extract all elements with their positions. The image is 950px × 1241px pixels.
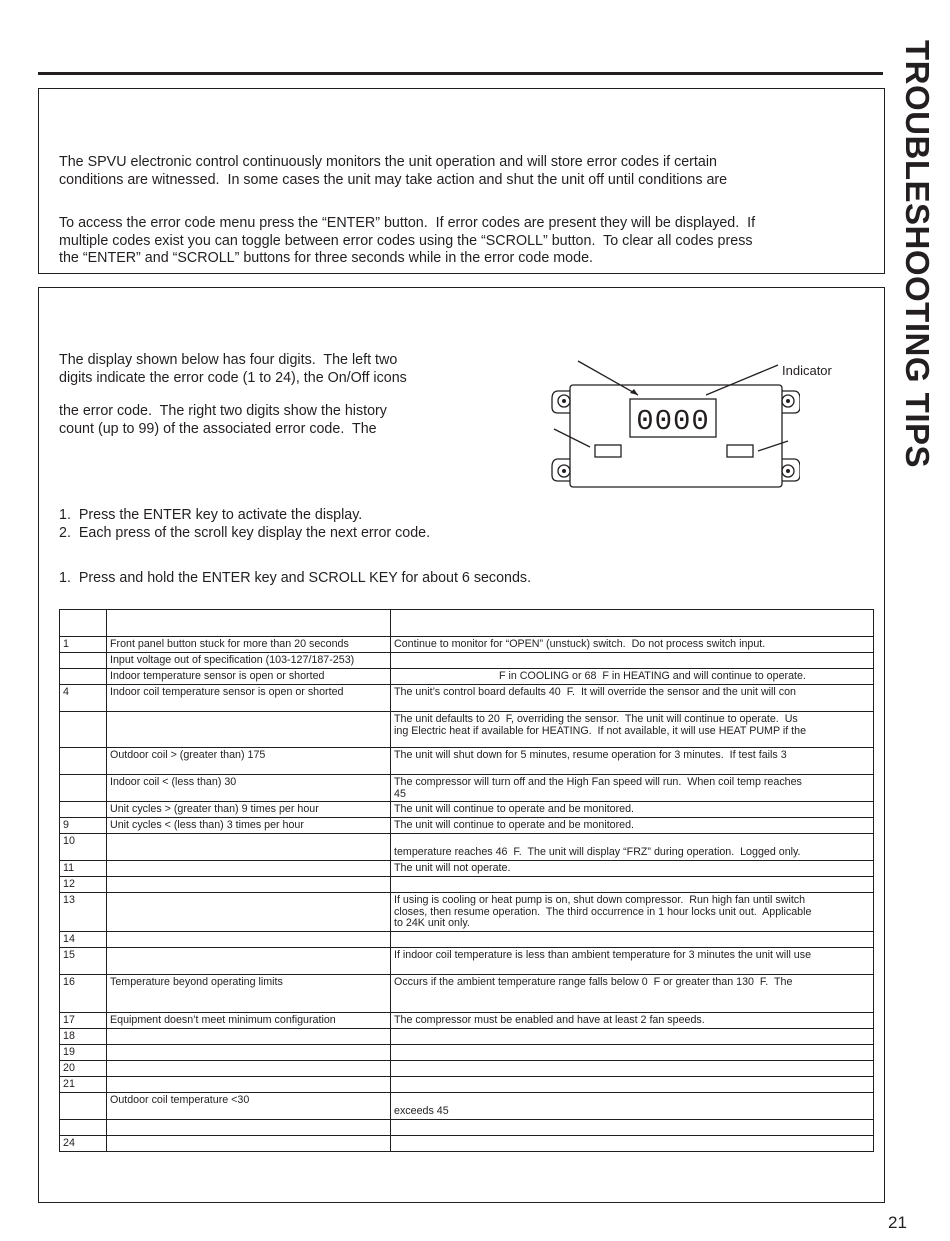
action-cell bbox=[391, 877, 874, 893]
error-code-cell bbox=[60, 1092, 107, 1119]
error-code-cell: 10 bbox=[60, 834, 107, 861]
table-row bbox=[60, 653, 874, 669]
table-row bbox=[60, 748, 874, 775]
table-row bbox=[60, 685, 874, 712]
access-paragraph: To access the error code menu press the “ENTER” button. If error codes are present they will be displayed. If multiple codes exist you can toggle between error codes using the “SCROLL” button. To clear all codes press the “ENTER” and “SCROLL” buttons for three seconds while in the error code mode. bbox=[59, 215, 756, 266]
table-row bbox=[60, 1060, 874, 1076]
condition-cell bbox=[107, 1044, 391, 1060]
action-cell: The compressor must be enabled and have at least 2 fan speeds. bbox=[391, 1012, 874, 1028]
table-row bbox=[60, 669, 874, 685]
page-number: 21 bbox=[888, 1213, 907, 1232]
table-row bbox=[60, 1119, 874, 1135]
error-code-cell: 14 bbox=[60, 931, 107, 947]
left-bottom-tab bbox=[552, 459, 570, 481]
condition-cell: Temperature beyond operating limits bbox=[107, 974, 391, 1012]
condition-cell bbox=[107, 610, 391, 637]
display-description: The display shown below has four digits. The left two digits indicate the error code (1 to 24), the On/Off icons bbox=[59, 352, 407, 386]
top-rule bbox=[38, 72, 883, 75]
condition-cell: Unit cycles > (greater than) 9 times per hour bbox=[107, 802, 391, 818]
clear-step: 1. Press and hold the ENTER key and SCROLL KEY for about 6 seconds. bbox=[59, 570, 532, 586]
table-row bbox=[60, 775, 874, 802]
condition-cell bbox=[107, 931, 391, 947]
indicator-leader bbox=[706, 365, 778, 395]
error-code-cell bbox=[60, 775, 107, 802]
condition-cell bbox=[107, 1076, 391, 1092]
action-cell bbox=[391, 1060, 874, 1076]
table-row bbox=[60, 877, 874, 893]
enter-key bbox=[595, 445, 621, 457]
view-steps: 1. Press the ENTER key to activate the display. 2. Each press of the scroll key display the next error code. bbox=[59, 507, 431, 541]
error-code-cell bbox=[60, 669, 107, 685]
error-code-cell bbox=[60, 802, 107, 818]
table-row bbox=[60, 1076, 874, 1092]
error-code-cell: 19 bbox=[60, 1044, 107, 1060]
left-top-tab bbox=[552, 391, 570, 413]
error-code-cell: 17 bbox=[60, 1012, 107, 1028]
error-code-cell: 9 bbox=[60, 818, 107, 834]
action-cell bbox=[391, 610, 874, 637]
condition-cell bbox=[107, 834, 391, 861]
table-row bbox=[60, 818, 874, 834]
condition-cell bbox=[107, 1135, 391, 1151]
action-cell: The unit will continue to operate and be monitored. bbox=[391, 818, 874, 834]
table-row bbox=[60, 834, 874, 861]
table-row bbox=[60, 1135, 874, 1151]
action-cell: If using is cooling or heat pump is on, shut down compressor. Run high fan until switch closes, then resume operation. The third occurrence in 1 hour locks unit out. Applicable to 24K unit only. bbox=[391, 893, 874, 932]
table-row bbox=[60, 1092, 874, 1119]
control-display-diagram bbox=[550, 355, 800, 495]
error-code-cell: 13 bbox=[60, 893, 107, 932]
condition-cell bbox=[107, 1060, 391, 1076]
condition-cell: Outdoor coil temperature <30 bbox=[107, 1092, 391, 1119]
condition-cell: Indoor temperature sensor is open or shorted bbox=[107, 669, 391, 685]
condition-cell bbox=[107, 1119, 391, 1135]
action-cell: The compressor will turn off and the High Fan speed will run. When coil temp reaches 45 bbox=[391, 775, 874, 802]
condition-cell bbox=[107, 712, 391, 748]
condition-cell: Equipment doesn’t meet minimum configuration bbox=[107, 1012, 391, 1028]
history-description: the error code. The right two digits show the history count (up to 99) of the associated error code. The bbox=[59, 403, 387, 437]
error-code-cell: 1 bbox=[60, 637, 107, 653]
scroll-key bbox=[727, 445, 753, 457]
table-row bbox=[60, 1028, 874, 1044]
action-cell: The unit will continue to operate and be monitored. bbox=[391, 802, 874, 818]
table-row bbox=[60, 637, 874, 653]
table-row bbox=[60, 893, 874, 932]
action-cell bbox=[391, 931, 874, 947]
intro-paragraph: The SPVU electronic control continuously monitors the unit operation and will store error codes if certain conditions are witnessed. In some cases the unit may take action and shut the unit off until conditions are bbox=[59, 154, 728, 188]
error-code-cell bbox=[60, 748, 107, 775]
action-cell: If indoor coil temperature is less than ambient temperature for 3 minutes the unit will use bbox=[391, 947, 874, 974]
condition-cell: Front panel button stuck for more than 20 seconds bbox=[107, 637, 391, 653]
error-code-table bbox=[59, 609, 874, 1152]
table-row bbox=[60, 712, 874, 748]
error-code-cell bbox=[60, 712, 107, 748]
error-code-cell: 11 bbox=[60, 861, 107, 877]
display-leader bbox=[578, 361, 638, 395]
error-code-cell: 21 bbox=[60, 1076, 107, 1092]
error-code-cell: 20 bbox=[60, 1060, 107, 1076]
table-row bbox=[60, 1044, 874, 1060]
table-row bbox=[60, 1012, 874, 1028]
action-cell bbox=[391, 1119, 874, 1135]
scroll-leader bbox=[758, 441, 788, 451]
action-cell: The unit defaults to 20 F, overriding the sensor. The unit will continue to operate. Us ing Electric heat if available for HEATING. If not available, it will use HEAT PUMP if the bbox=[391, 712, 874, 748]
condition-cell: Outdoor coil > (greater than) 175 bbox=[107, 748, 391, 775]
action-cell bbox=[391, 1076, 874, 1092]
action-cell: The unit’s control board defaults 40 F. It will override the sensor and the unit will con bbox=[391, 685, 874, 712]
action-cell: The unit will not operate. bbox=[391, 861, 874, 877]
display-digits: 0000 bbox=[636, 405, 710, 438]
error-code-cell: 16 bbox=[60, 974, 107, 1012]
action-cell bbox=[391, 653, 874, 669]
section-title: TROUBLESHOOTING TIPS bbox=[899, 40, 936, 469]
error-code-cell: 15 bbox=[60, 947, 107, 974]
action-cell: F in COOLING or 68 F in HEATING and will continue to operate. bbox=[391, 669, 874, 685]
condition-cell bbox=[107, 877, 391, 893]
condition-cell: Indoor coil < (less than) 30 bbox=[107, 775, 391, 802]
enter-leader bbox=[554, 429, 590, 447]
condition-cell: Unit cycles < (less than) 3 times per hour bbox=[107, 818, 391, 834]
condition-cell bbox=[107, 1028, 391, 1044]
right-top-tab bbox=[782, 391, 800, 413]
indicator-label: Indicator bbox=[782, 363, 832, 378]
table-row bbox=[60, 947, 874, 974]
action-cell: The unit will shut down for 5 minutes, resume operation for 3 minutes. If test fails 3 bbox=[391, 748, 874, 775]
action-cell: temperature reaches 46 F. The unit will display “FRZ” during operation. Logged only. bbox=[391, 834, 874, 861]
error-code-cell bbox=[60, 653, 107, 669]
action-cell: exceeds 45 bbox=[391, 1092, 874, 1119]
condition-cell: Input voltage out of specification (103-127/187-253) bbox=[107, 653, 391, 669]
error-code-cell bbox=[60, 610, 107, 637]
condition-cell bbox=[107, 947, 391, 974]
right-bottom-tab bbox=[782, 459, 800, 481]
error-code-cell: 12 bbox=[60, 877, 107, 893]
action-cell bbox=[391, 1028, 874, 1044]
condition-cell bbox=[107, 861, 391, 877]
action-cell: Occurs if the ambient temperature range falls below 0 F or greater than 130 F. The bbox=[391, 974, 874, 1012]
table-row bbox=[60, 802, 874, 818]
condition-cell: Indoor coil temperature sensor is open or shorted bbox=[107, 685, 391, 712]
table-row bbox=[60, 974, 874, 1012]
error-code-cell: 4 bbox=[60, 685, 107, 712]
error-code-cell: 18 bbox=[60, 1028, 107, 1044]
error-code-cell bbox=[60, 1119, 107, 1135]
action-cell: Continue to monitor for “OPEN” (unstuck) switch. Do not process switch input. bbox=[391, 637, 874, 653]
condition-cell bbox=[107, 893, 391, 932]
table-row bbox=[60, 610, 874, 637]
action-cell bbox=[391, 1135, 874, 1151]
table-row bbox=[60, 931, 874, 947]
error-code-cell: 24 bbox=[60, 1135, 107, 1151]
table-row bbox=[60, 861, 874, 877]
action-cell bbox=[391, 1044, 874, 1060]
